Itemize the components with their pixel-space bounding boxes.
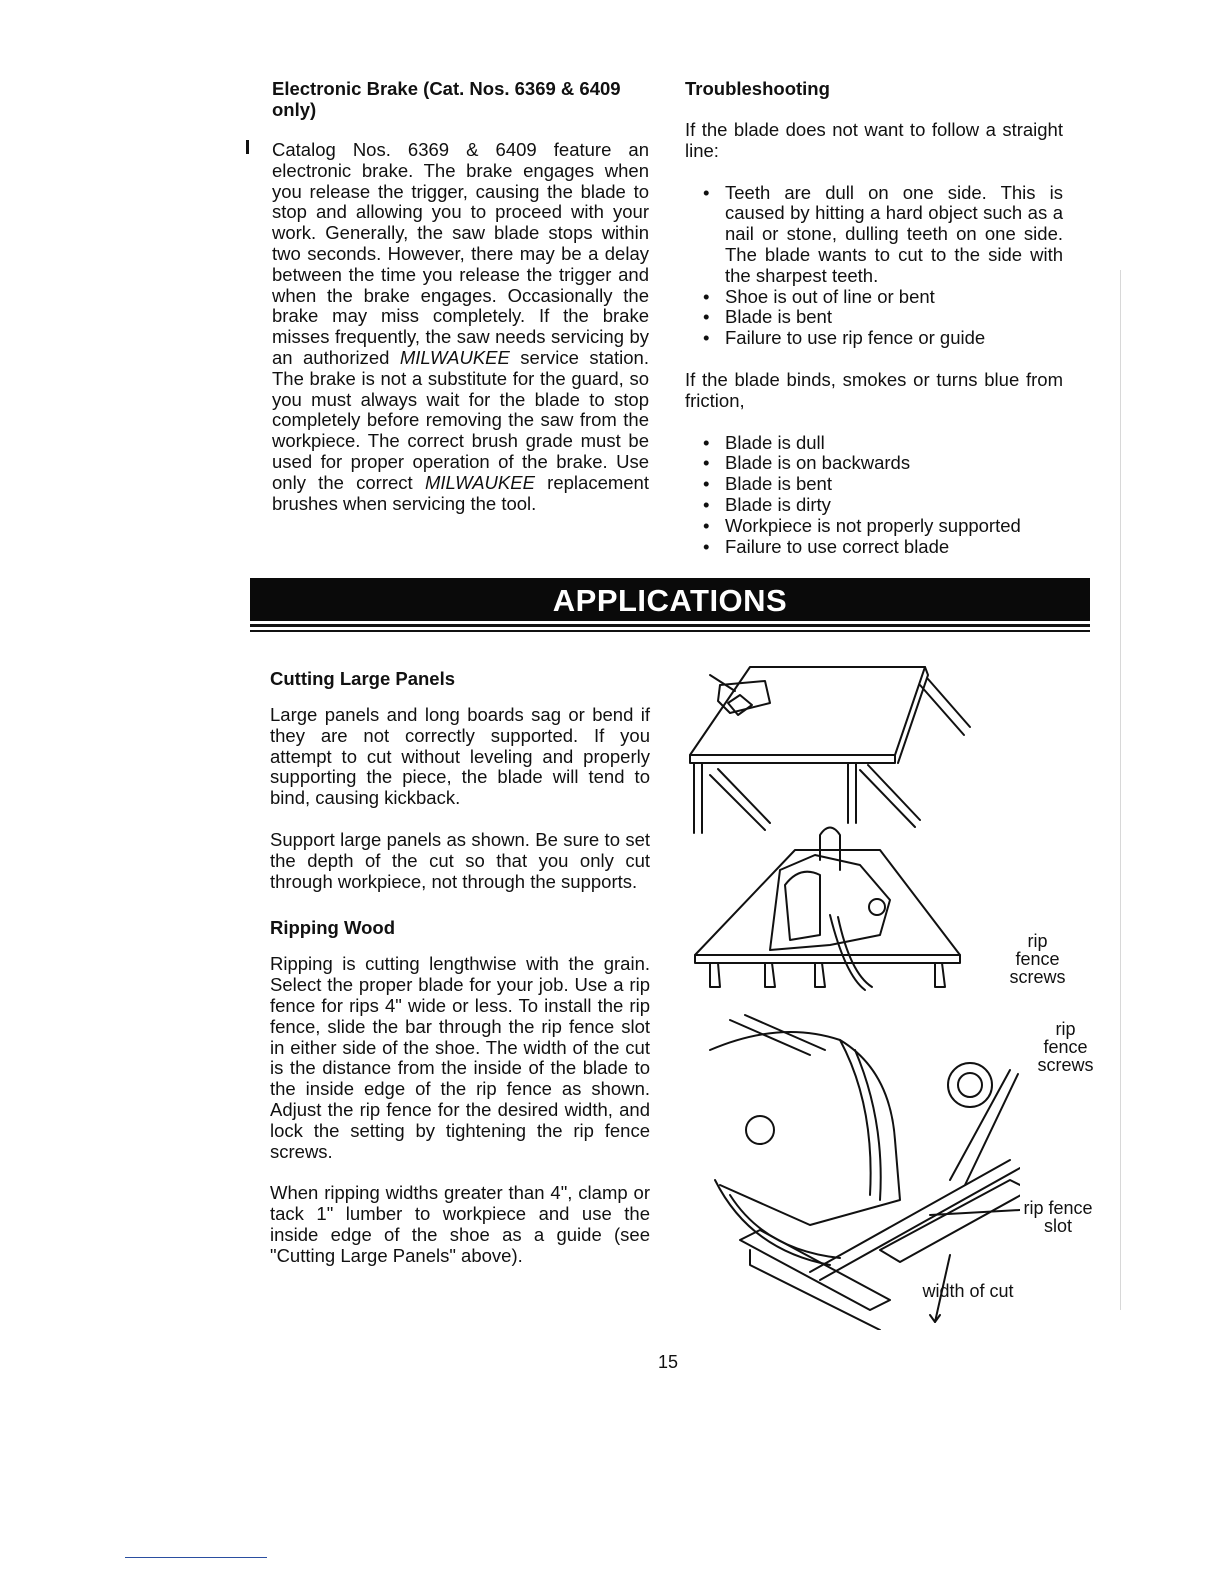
scan-rule xyxy=(1120,270,1121,1310)
scan-mark xyxy=(246,140,249,154)
troubleshooting-intro-2: If the blade binds, smokes or turns blue from friction, xyxy=(685,368,1063,411)
ripping-title: Ripping Wood xyxy=(270,917,396,939)
page-number: 15 xyxy=(657,1352,679,1372)
panels-title: Cutting Large Panels xyxy=(270,668,456,689)
applications-banner xyxy=(250,578,1090,621)
troubleshooting-list-2 xyxy=(685,433,1063,558)
list-item: • Blade is dirty xyxy=(685,495,1063,516)
banner-title: APPLICATIONS xyxy=(552,583,788,618)
list-item: • Blade is bent xyxy=(685,474,1063,495)
list-item: • Shoe is out of line or bent xyxy=(685,287,1063,308)
label-rip-fence-screws-1: rip fence screws xyxy=(1009,931,1066,987)
troubleshooting-list-1 xyxy=(685,183,1063,349)
list-item: • Teeth are dull on one side. This is caused by hitting a hard object such as a nail or stone, dulling teeth on one side. The blade wants to cut to the side with the sharpest teeth. xyxy=(685,183,1063,287)
panels-p1: Large panels and long boards sag or bend if they are not correctly supported. If you attempt to cut without leveling and properly supporting the piece, the blade will tend to bind, causing kickback. xyxy=(270,704,650,809)
applications-text xyxy=(270,668,650,1267)
brake-section xyxy=(272,78,649,514)
list-item: • Failure to use rip fence or guide xyxy=(685,328,1063,349)
brand-name: MILWAUKEE xyxy=(399,346,510,368)
label-width-of-cut: width of cut xyxy=(922,1281,1014,1301)
banner-rule xyxy=(250,624,1090,627)
brand-name: MILWAUKEE xyxy=(424,471,535,493)
list-item: • Failure to use correct blade xyxy=(685,537,1063,558)
scan-rule xyxy=(125,1557,267,1558)
banner-rule xyxy=(250,630,1090,632)
label-rip-fence-slot: rip fence slot xyxy=(1023,1198,1093,1236)
panels-p2: Support large panels as shown. Be sure to set the depth of the cut so that you only cut through workpiece, not through the supports. xyxy=(270,828,650,892)
large-panel-illustration xyxy=(680,655,990,995)
troubleshooting-section xyxy=(685,78,1063,557)
list-item: • Blade is bent xyxy=(685,307,1063,328)
ripping-p2: When ripping widths greater than 4", clamp or tack 1" lumber to workpiece and use the inside edge of the shoe as a guide (see "Cutting Large Panels" above). xyxy=(270,1182,650,1266)
brake-body: Catalog Nos. 6369 & 6409 feature an electronic brake. The brake engages when you release the trigger, causing the blade to stop and allowing you to proceed with your work. Generally, the saw blade stops within two seconds. However, there may be a delay between the time you release the trigger and when the brake engages. Occasionally the brake may miss completely. If the brake misses frequently, the saw needs servicing by an authorized MILWAUKEE service station. The brake is not a substitute for the guard, so you must always wait for the blade to stop completely before removing the saw from the workpiece. The correct brush grade must be used for proper operation of the brake. Use only the correct MILWAUKEE replacement brushes when servicing the tool. xyxy=(272,139,649,514)
troubleshooting-intro-1: If the blade does not want to follow a straight line: xyxy=(685,119,1063,161)
troubleshooting-title: Troubleshooting xyxy=(685,78,830,99)
label-rip-fence-screws-2: rip fence screws xyxy=(1037,1019,1094,1075)
ripping-p1: Ripping is cutting lengthwise with the grain. Select the proper blade for your job. Use a rip fence for rips 4" wide or less. To install the rip fence, slide the bar through the rip fence slot in either side of the shoe. The width of the cut is the distance from the inside of the blade to the inside edge of the rip fence as shown. Adjust the rip fence for the desired width, and lock the setting by tightening the rip fence screws. xyxy=(270,953,650,1162)
list-item: • Workpiece is not properly supported xyxy=(685,516,1063,537)
list-item: • Blade is dull xyxy=(685,433,1063,454)
list-item: • Blade is on backwards xyxy=(685,453,1063,474)
brake-title: Electronic Brake (Cat. Nos. 6369 & 6409 only) xyxy=(272,78,621,120)
